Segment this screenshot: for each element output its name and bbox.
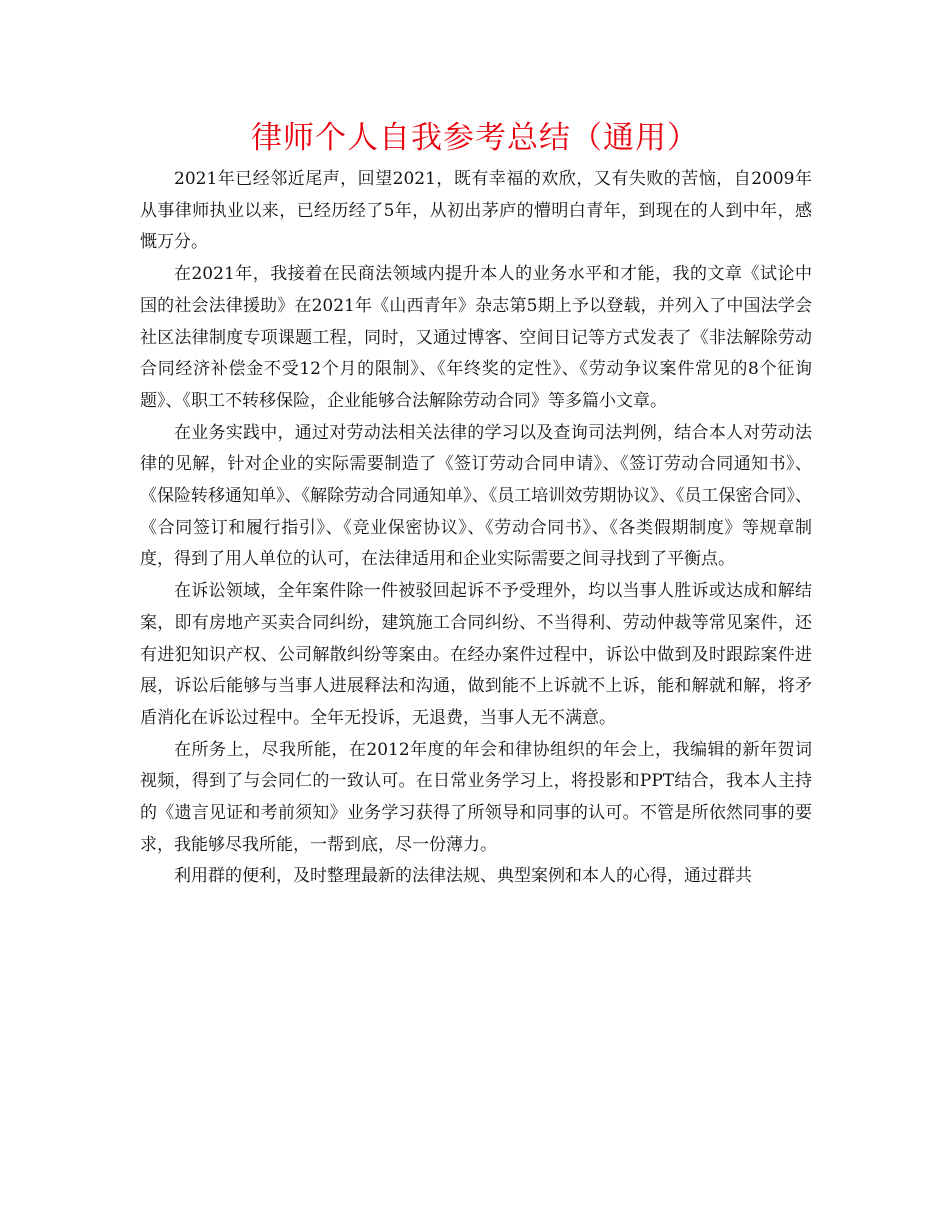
paragraph-6: 利用群的便利，及时整理最新的法律法规、典型案例和本人的心得，通过群共 xyxy=(174,866,752,887)
paragraph-2: 在2021年，我接着在民商法领域内提升本人的业务水平和才能，我的文章《试论中国的社会法律援助》在2021年《山西青年》杂志第5期上予以登载，并列入了中国法学会社区法律制度专项课题工程，同时，又通过博客、空间日记等方式发表了《非法解除劳动合同经济补偿金不受12个月的限制》、《年终奖的定性》、《劳动争议案件常见的8个征询题》、《职工不转移保险，企业能够合法解除劳动合同》等多篇小文章。 xyxy=(140,264,812,411)
paragraph-5: 在所务上，尽我所能，在2012年度的年会和律协组织的年会上，我编辑的新年贺词视频，得到了与会同仁的一致认可。在日常业务学习上，将投影和PPT结合，我本人主持的《遗言见证和考前须知》业务学习获得了所领导和同事的认可。不管是所依然同事的要求，我能够尽我所能，一帮到底，尽一份薄力。 xyxy=(140,739,812,855)
document-title: 律师个人自我参考总结（通用） xyxy=(251,120,699,156)
paragraph-1: 2021年已经邻近尾声，回望2021，既有幸福的欢欣，又有失败的苦恼，自2009年从事律师执业以来，已经历经了5年，从初出茅庐的懵明白青年，到现在的人到中年，感慨万分。 xyxy=(140,169,812,253)
paragraph-3: 在业务实践中，通过对劳动法相关法律的学习以及查询司法判例，结合本人对劳动法律的见解，针对企业的实际需要制造了《签订劳动合同申请》、《签订劳动合同通知书》、《保险转移通知单》、《解除劳动合同通知单》、《员工培训效劳期协议》、《员工保密合同》、《合同签订和履行指引》、《竞业保密协议》、《劳动合同书》、《各类假期制度》等规章制度，得到了用人单位的认可，在法律适用和企业实际需要之间寻找到了平衡点。 xyxy=(140,422,812,570)
paragraph-4: 在诉讼领域，全年案件除一件被驳回起诉不予受理外，均以当事人胜诉或达成和解结案，即有房地产买卖合同纠纷，建筑施工合同纠纷、不当得利、劳动仲裁等常见案件，还有进犯知识产权、公司解散纠纷等案由。在经办案件过程中，诉讼中做到及时跟踪案件进展，诉讼后能够与当事人进展释法和沟通，做到能不上诉就不上诉，能和解就和解，将矛盾消化在诉讼过程中。全年无投诉，无退费，当事人无不满意。 xyxy=(140,581,812,728)
document-body xyxy=(140,164,812,893)
